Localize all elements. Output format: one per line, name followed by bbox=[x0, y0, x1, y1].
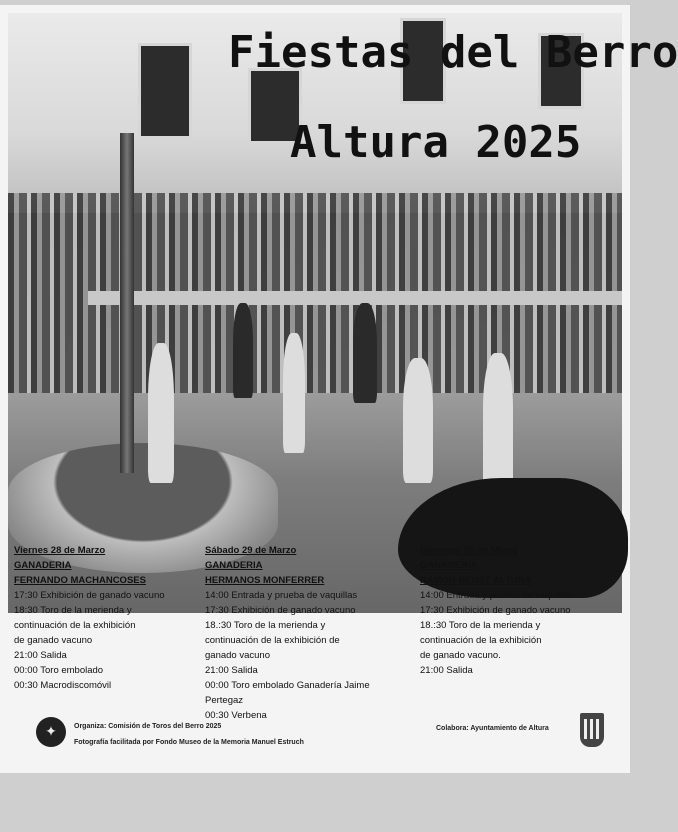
schedule-item: continuación de la exhibición bbox=[14, 620, 136, 631]
schedule-item: 21:00 Salida bbox=[14, 650, 67, 661]
photo-fountain-column bbox=[120, 133, 134, 473]
schedule-day-saturday bbox=[205, 543, 415, 723]
photo-window bbox=[138, 43, 192, 139]
poster-title-line1: Fiestas del Berro bbox=[228, 27, 678, 78]
schedule-item: 00:30 Verbena bbox=[205, 710, 267, 721]
schedule-day-sunday bbox=[420, 543, 620, 678]
schedule-item: 14:00 Entrada y prueba de vaquillas bbox=[420, 590, 573, 601]
day-heading: Domingo 30 de Marzo bbox=[420, 545, 519, 556]
schedule-item: 00:00 Toro embolado bbox=[14, 665, 104, 676]
ayuntamiento-crest-icon bbox=[580, 713, 604, 747]
schedule-item: 00:30 Macrodiscomóvil bbox=[14, 680, 112, 691]
photo-person bbox=[483, 353, 513, 493]
poster bbox=[0, 5, 678, 773]
historic-photo bbox=[8, 13, 622, 613]
schedule-item: continuación de la exhibición de bbox=[205, 635, 340, 646]
ganaderia-name: FERNANDO MACHANCOSES bbox=[14, 575, 146, 586]
schedule-item: Pertegaz bbox=[205, 695, 244, 706]
schedule-item: de ganado vacuno bbox=[14, 635, 93, 646]
footer-colabora: Colabora: Ayuntamiento de Altura bbox=[436, 725, 549, 732]
schedule-item: 18.:30 Toro de la merienda y bbox=[420, 620, 541, 631]
day-heading: Viernes 28 de Marzo bbox=[14, 545, 106, 556]
photo-person bbox=[148, 343, 174, 483]
schedule-item: 21:00 Salida bbox=[205, 665, 258, 676]
schedule-item: 14:00 Entrada y prueba de vaquillas bbox=[205, 590, 358, 601]
poster-title-line2: Altura 2025 bbox=[290, 117, 582, 168]
photo-person bbox=[403, 358, 433, 483]
schedule-item: 18:30 Toro de la merienda y bbox=[14, 605, 132, 616]
schedule-day-friday bbox=[14, 543, 199, 693]
ganaderia-label: GANADERIA bbox=[420, 560, 478, 571]
photo-person bbox=[353, 303, 377, 403]
comision-seal-icon: ✦ bbox=[36, 717, 66, 747]
footer-fotografia: Fotografía facilitada por Fondo Museo de la Memoria Manuel Estruch bbox=[74, 739, 304, 746]
schedule-item: 18.:30 Toro de la merienda y bbox=[205, 620, 326, 631]
schedule-item: de ganado vacuno. bbox=[420, 650, 501, 661]
footer-organiza: Organiza: Comisión de Toros del Berro 2025 bbox=[74, 723, 222, 730]
photo-person bbox=[233, 303, 253, 398]
schedule-item: continuación de la exhibición bbox=[420, 635, 542, 646]
schedule-item: 21:00 Salida bbox=[420, 665, 473, 676]
schedule-item: 00:00 Toro embolado Ganadería Jaime bbox=[205, 680, 370, 691]
schedule-item: 17:30 Exhibición de ganado vacuno bbox=[205, 605, 356, 616]
ganaderia-label: GANADERIA bbox=[205, 560, 263, 571]
schedule-item: ganado vacuno bbox=[205, 650, 270, 661]
schedule-item: 17:30 Exhibición de ganado vacuno bbox=[420, 605, 571, 616]
photo-barrier bbox=[88, 291, 622, 305]
photo-person bbox=[283, 333, 305, 453]
ganaderia-name: RAMON BENET ALTURA bbox=[420, 575, 532, 586]
ganaderia-label: GANADERIA bbox=[14, 560, 72, 571]
schedule-item: 17:30 Exhibición de ganado vacuno bbox=[14, 590, 165, 601]
ganaderia-name: HERMANOS MONFERRER bbox=[205, 575, 325, 586]
day-heading: Sábado 29 de Marzo bbox=[205, 545, 297, 556]
